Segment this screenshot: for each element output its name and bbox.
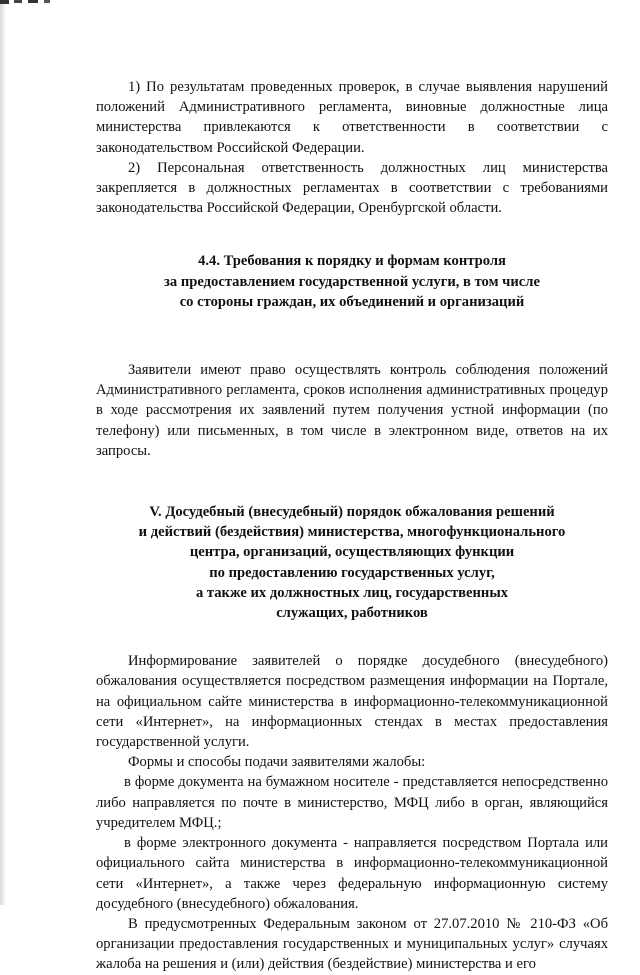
heading-4-4-line-2: за предоставлением государственной услуги, в том числе: [164, 273, 540, 290]
paragraph-4-4-1: Заявители имеют право осуществлять контроль соблюдения положений Административного регламента, сроков исполнения административных процедур в ходе рассмотрения их заявлений путем получения устной информации (по телефону) или письменных, в том числе в электронном виде, ответов на их запросы.: [96, 362, 608, 459]
scan-left-edge-shadow: [0, 0, 6, 905]
document-body: [96, 77, 608, 975]
paragraph-v-5: В предусмотренных Федеральным законом от 27.07.2010 № 210-ФЗ «Об организации предоставления государственных и муниципальных услуг» случаях жалоба на решения и (или) действия (бездействие) министерства и его: [96, 915, 608, 973]
heading-section-v: [96, 502, 608, 623]
scan-corner-marks: [0, 0, 60, 12]
paragraph-v-1: Информирование заявителей о порядке досудебного (внесудебного) обжалования осуществляется посредством размещения информации на Портале, на официальном сайте министерства в информационно-телекоммуникационной сети «Интернет», на информационных стендах в местах предоставления государственной услуги.: [96, 653, 608, 751]
heading-v-line-1: V. Досудебный (внесудебный) порядок обжалования решений: [149, 504, 555, 521]
heading-v-line-3: центра, организаций, осуществляющих функции: [189, 544, 515, 561]
paragraph-4-3-2: 2) Персональная ответственность должностных лиц министерства закрепляется в должностных регламентах в соответствии с требованиями законодательства Российской Федерации, Оренбургской области.: [96, 159, 608, 217]
heading-4-4: [96, 251, 608, 312]
heading-v-line-6: служащих, работников: [276, 605, 428, 622]
paragraph-v-4: в форме электронного документа - направляется посредством Портала или официального сайта министерства в информационно-телекоммуникационной сети «Интернет», а также через федеральную информационную систему досудебного (внесудебного) обжалования.: [96, 835, 608, 912]
paragraph-v-3: в форме документа на бумажном носителе - представляется непосредственно либо направляется по почте в министерство, МФЦ либо в орган, являющийся учредителем МФЦ.;: [96, 774, 608, 831]
paragraph-4-3-1: 1) По результатам проведенных проверок, в случае выявления нарушений положений Административного регламента, виновные должностные лица министерства привлекаются к ответственности в соответствии с законодательством Российской Федерации.: [96, 79, 608, 156]
heading-4-4-line-1: 4.4. Требования к порядку и формам контроля: [198, 253, 506, 270]
heading-4-4-line-3: со стороны граждан, их объединений и организаций: [179, 293, 525, 310]
heading-v-line-5: а также их должностных лиц, государственных: [195, 584, 509, 601]
heading-v-line-2: и действий (бездействия) министерства, многофункционального: [138, 524, 566, 541]
heading-v-line-4: по предоставлению государственных услуг,: [209, 564, 495, 581]
paragraph-v-2: Формы и способы подачи заявителями жалобы:: [128, 754, 426, 771]
